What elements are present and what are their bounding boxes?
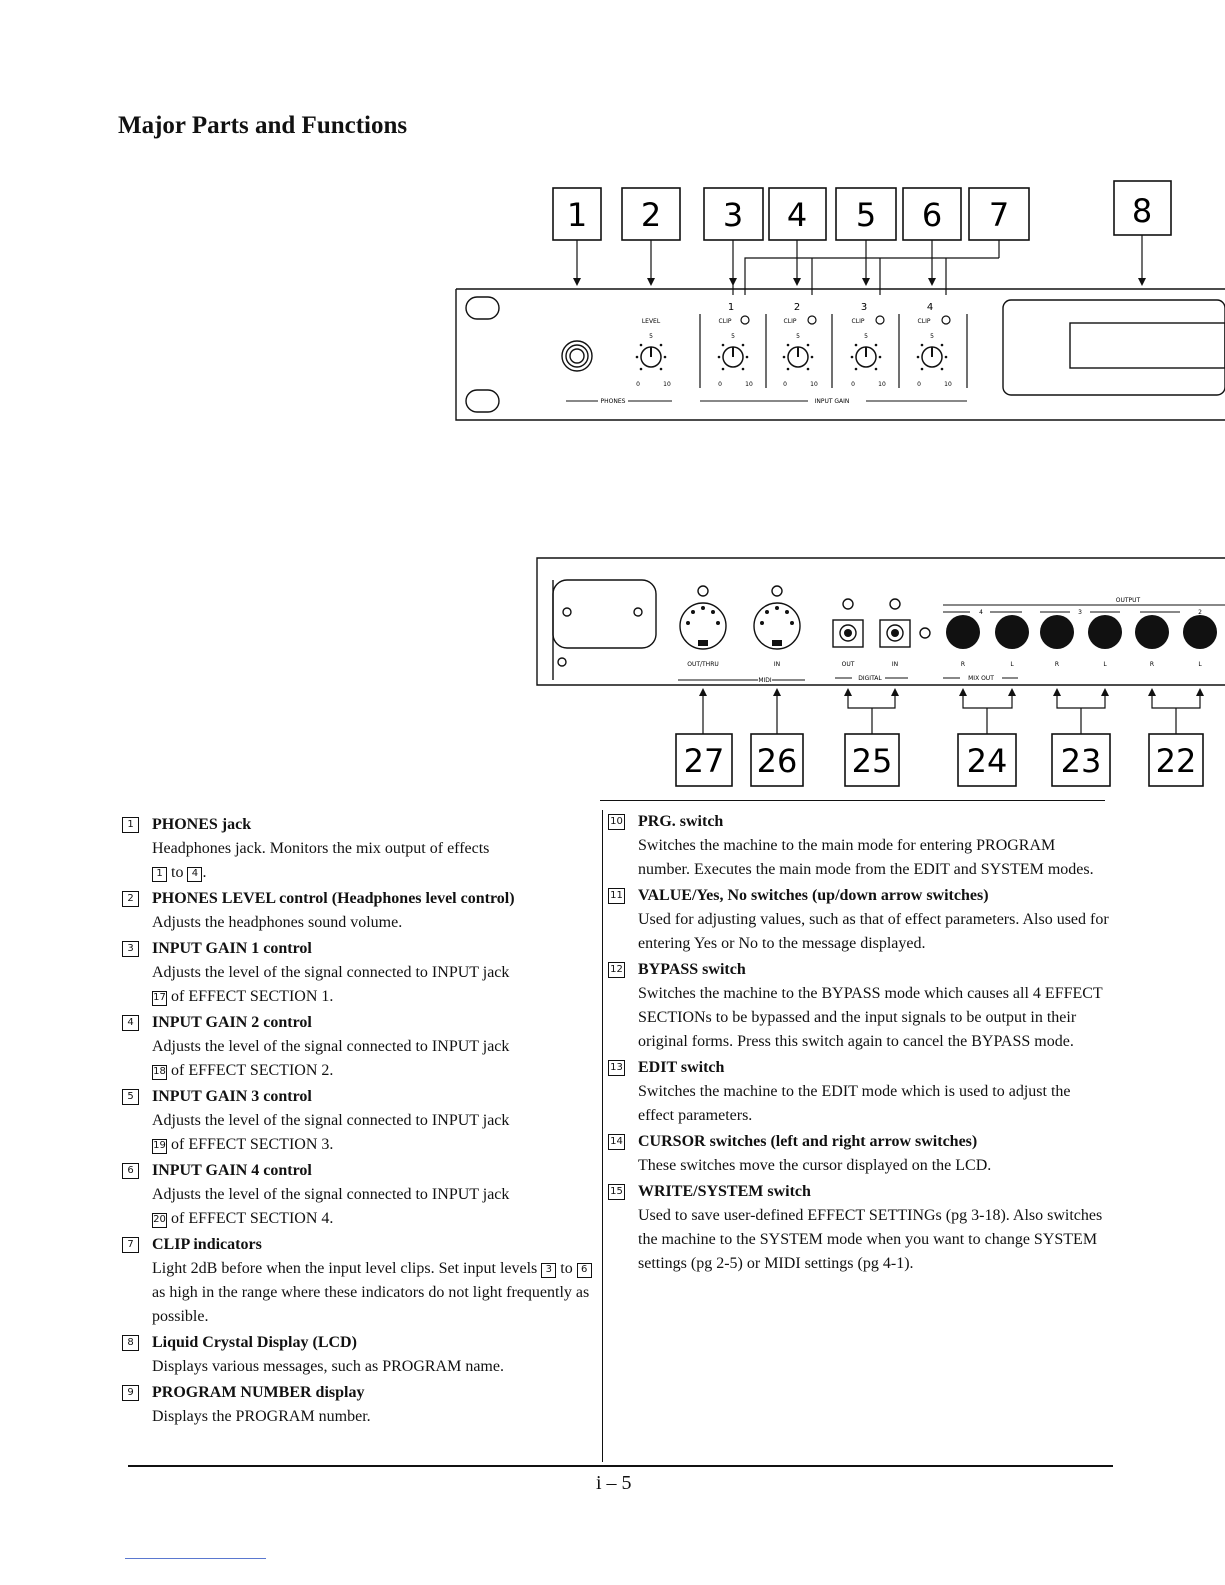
rear-callout-23: 23 bbox=[1060, 742, 1102, 780]
item-desc: Adjusts the level of the signal connected to INPUT jack bbox=[152, 964, 510, 981]
ref-box: 3 bbox=[541, 1263, 556, 1278]
scale-mid-0: 5 bbox=[649, 333, 653, 340]
out-section-3: 3 bbox=[1078, 609, 1082, 616]
ref-text: of EFFECT SECTION 4. bbox=[171, 1210, 334, 1227]
front-callout-5: 5 bbox=[855, 196, 877, 234]
item-number: 12 bbox=[608, 962, 625, 978]
ref-box: 1 bbox=[152, 867, 167, 882]
scale-max-4: 10 bbox=[944, 381, 952, 388]
midi-in-label: IN bbox=[773, 661, 781, 668]
item-desc: These switches move the cursor displayed on the LCD. bbox=[638, 1157, 992, 1174]
out-section-4: 4 bbox=[979, 609, 983, 616]
rear-callout-24: 24 bbox=[966, 742, 1008, 780]
item-title: PROGRAM NUMBER display bbox=[152, 1384, 365, 1401]
item-desc: Adjusts the level of the signal connected to INPUT jack bbox=[152, 1112, 510, 1129]
item-title: PRG. switch bbox=[638, 813, 724, 830]
list-item bbox=[122, 1085, 594, 1157]
midi-out-thru-label: OUT/THRU bbox=[687, 661, 719, 668]
rear-r-1: R bbox=[960, 661, 966, 668]
item-desc: Adjusts the level of the signal connected to INPUT jack bbox=[152, 1186, 510, 1203]
page-number: i – 5 bbox=[596, 1472, 632, 1494]
ref-text: of EFFECT SECTION 1. bbox=[171, 988, 334, 1005]
item-number: 2 bbox=[122, 891, 139, 907]
clip-label-4: CLIP bbox=[917, 318, 931, 325]
top-rule bbox=[600, 800, 1105, 801]
item-desc: Switches the machine to the EDIT mode which is used to adjust the effect parameters. bbox=[638, 1083, 1071, 1124]
item-number: 10 bbox=[608, 814, 625, 830]
clip-label-3: CLIP bbox=[851, 318, 865, 325]
front-callout-7: 7 bbox=[988, 196, 1010, 234]
list-item bbox=[608, 884, 1110, 956]
left-column bbox=[122, 813, 594, 1431]
item-number: 8 bbox=[122, 1335, 139, 1351]
item-title: INPUT GAIN 4 control bbox=[152, 1162, 312, 1179]
item-number: 13 bbox=[608, 1060, 625, 1076]
ref-end: . bbox=[202, 864, 207, 881]
scale-max-0: 10 bbox=[663, 381, 671, 388]
front-callout-1: 1 bbox=[566, 196, 588, 234]
scale-min-1: 0 bbox=[718, 381, 722, 388]
ref-box: 4 bbox=[187, 867, 202, 882]
clip-label-2: CLIP bbox=[783, 318, 797, 325]
item-title: INPUT GAIN 2 control bbox=[152, 1014, 312, 1031]
mix-out-label: MIX OUT bbox=[968, 675, 994, 682]
item-title: PHONES LEVEL control (Headphones level control) bbox=[152, 890, 515, 907]
ref-text: of EFFECT SECTION 2. bbox=[171, 1062, 334, 1079]
front-callout-6: 6 bbox=[921, 196, 943, 234]
bottom-rule bbox=[128, 1465, 1113, 1467]
list-item bbox=[608, 1180, 1110, 1276]
rear-callout-26: 26 bbox=[756, 742, 798, 780]
rear-r-2: R bbox=[1054, 661, 1060, 668]
item-number: 4 bbox=[122, 1015, 139, 1031]
item-title: VALUE/Yes, No switches (up/down arrow switches) bbox=[638, 887, 989, 904]
item-desc: Used to save user-defined EFFECT SETTINGs (pg 3-18). Also switches the machine to the SYSTEM mode when you want to change SYSTEM settings (pg 2-5) or MIDI settings (pg 4-1). bbox=[638, 1207, 1103, 1272]
item-desc: Used for adjusting values, such as that of effect parameters. Also used for entering Yes or No to the message displayed. bbox=[638, 911, 1109, 952]
item-desc: Displays various messages, such as PROGRAM name. bbox=[152, 1358, 504, 1375]
scale-min-0: 0 bbox=[636, 381, 640, 388]
item-desc: Switches the machine to the main mode for entering PROGRAM number. Executes the main mode from the EDIT and SYSTEM modes. bbox=[638, 837, 1094, 878]
item-title: WRITE/SYSTEM switch bbox=[638, 1183, 811, 1200]
out-section-2: 2 bbox=[1198, 609, 1202, 616]
scale-max-1: 10 bbox=[745, 381, 753, 388]
list-item bbox=[122, 1331, 594, 1379]
item-title: Liquid Crystal Display (LCD) bbox=[152, 1334, 357, 1351]
phones-label: PHONES bbox=[600, 398, 626, 405]
output-label: OUTPUT bbox=[1115, 597, 1141, 604]
scale-mid-1: 5 bbox=[731, 333, 735, 340]
scale-mid-2: 5 bbox=[796, 333, 800, 340]
list-item bbox=[122, 887, 594, 935]
item-desc: Adjusts the headphones sound volume. bbox=[152, 914, 403, 931]
rear-callout-27: 27 bbox=[683, 742, 725, 780]
front-ch-2: 2 bbox=[793, 302, 801, 313]
list-item bbox=[122, 1381, 594, 1429]
item-desc: Displays the PROGRAM number. bbox=[152, 1408, 371, 1425]
item-number: 3 bbox=[122, 941, 139, 957]
ref-box: 18 bbox=[152, 1065, 167, 1080]
item-title: EDIT switch bbox=[638, 1059, 725, 1076]
ref-text: of EFFECT SECTION 3. bbox=[171, 1136, 334, 1153]
right-column bbox=[608, 810, 1110, 1278]
digital-label: DIGITAL bbox=[858, 675, 882, 682]
ref-mid: to bbox=[560, 1260, 573, 1277]
item-number: 9 bbox=[122, 1385, 139, 1401]
item-title: PHONES jack bbox=[152, 816, 252, 833]
item-title: BYPASS switch bbox=[638, 961, 746, 978]
ref-mid: to bbox=[171, 864, 184, 881]
clip-label-1: CLIP bbox=[718, 318, 732, 325]
rear-callout-25: 25 bbox=[851, 742, 893, 780]
list-item bbox=[608, 810, 1110, 882]
scale-min-4: 0 bbox=[917, 381, 921, 388]
scale-max-3: 10 bbox=[878, 381, 886, 388]
rear-l-2: L bbox=[1103, 661, 1107, 668]
front-callout-8: 8 bbox=[1131, 192, 1153, 230]
rear-l-1: L bbox=[1010, 661, 1014, 668]
item-desc: Adjusts the level of the signal connected to INPUT jack bbox=[152, 1038, 510, 1055]
item-number: 15 bbox=[608, 1184, 625, 1200]
scale-min-3: 0 bbox=[851, 381, 855, 388]
front-callout-4: 4 bbox=[786, 196, 808, 234]
ref-box: 6 bbox=[577, 1263, 592, 1278]
list-item bbox=[608, 1130, 1110, 1178]
item-number: 1 bbox=[122, 817, 139, 833]
rear-callout-22: 22 bbox=[1155, 742, 1197, 780]
ref-box: 19 bbox=[152, 1139, 167, 1154]
item-desc: Headphones jack. Monitors the mix output of effects bbox=[152, 840, 490, 857]
item-number: 5 bbox=[122, 1089, 139, 1105]
list-item bbox=[122, 813, 594, 885]
scale-max-2: 10 bbox=[810, 381, 818, 388]
level-label: LEVEL bbox=[641, 318, 661, 325]
column-divider bbox=[602, 810, 603, 1462]
front-ch-3: 3 bbox=[860, 302, 868, 313]
item-number: 11 bbox=[608, 888, 625, 904]
item-desc-b: as high in the range where these indicators do not light frequently as possible. bbox=[152, 1284, 590, 1325]
input-gain-label: INPUT GAIN bbox=[814, 398, 850, 405]
digital-out-label: OUT bbox=[841, 661, 855, 668]
midi-label: MIDI bbox=[758, 677, 772, 684]
list-item bbox=[122, 1011, 594, 1083]
list-item bbox=[122, 937, 594, 1009]
digital-in-label: IN bbox=[891, 661, 899, 668]
rear-l-3: L bbox=[1198, 661, 1202, 668]
item-number: 7 bbox=[122, 1237, 139, 1253]
item-desc-a: Light 2dB before when the input level clips. Set input levels bbox=[152, 1260, 538, 1277]
scale-min-2: 0 bbox=[783, 381, 787, 388]
footer-link-line bbox=[125, 1558, 266, 1559]
scale-mid-4: 5 bbox=[930, 333, 934, 340]
item-number: 14 bbox=[608, 1134, 625, 1150]
item-number: 6 bbox=[122, 1163, 139, 1179]
front-callout-2: 2 bbox=[640, 196, 662, 234]
item-title: CURSOR switches (left and right arrow switches) bbox=[638, 1133, 978, 1150]
list-item bbox=[122, 1233, 594, 1329]
page-title: Major Parts and Functions bbox=[118, 112, 408, 139]
front-ch-1: 1 bbox=[727, 302, 735, 313]
front-ch-4: 4 bbox=[926, 302, 934, 313]
item-title: INPUT GAIN 3 control bbox=[152, 1088, 312, 1105]
list-item bbox=[608, 958, 1110, 1054]
ref-box: 17 bbox=[152, 991, 167, 1006]
item-title: INPUT GAIN 1 control bbox=[152, 940, 312, 957]
ref-box: 20 bbox=[152, 1213, 167, 1228]
rear-r-3: R bbox=[1149, 661, 1155, 668]
front-callout-3: 3 bbox=[722, 196, 744, 234]
scale-mid-3: 5 bbox=[864, 333, 868, 340]
list-item bbox=[122, 1159, 594, 1231]
list-item bbox=[608, 1056, 1110, 1128]
item-desc: Switches the machine to the BYPASS mode which causes all 4 EFFECT SECTIONs to be bypassed and the input signals to be output in their original forms. Press this switch again to cancel the BYPASS mode. bbox=[638, 985, 1103, 1050]
item-title: CLIP indicators bbox=[152, 1236, 262, 1253]
